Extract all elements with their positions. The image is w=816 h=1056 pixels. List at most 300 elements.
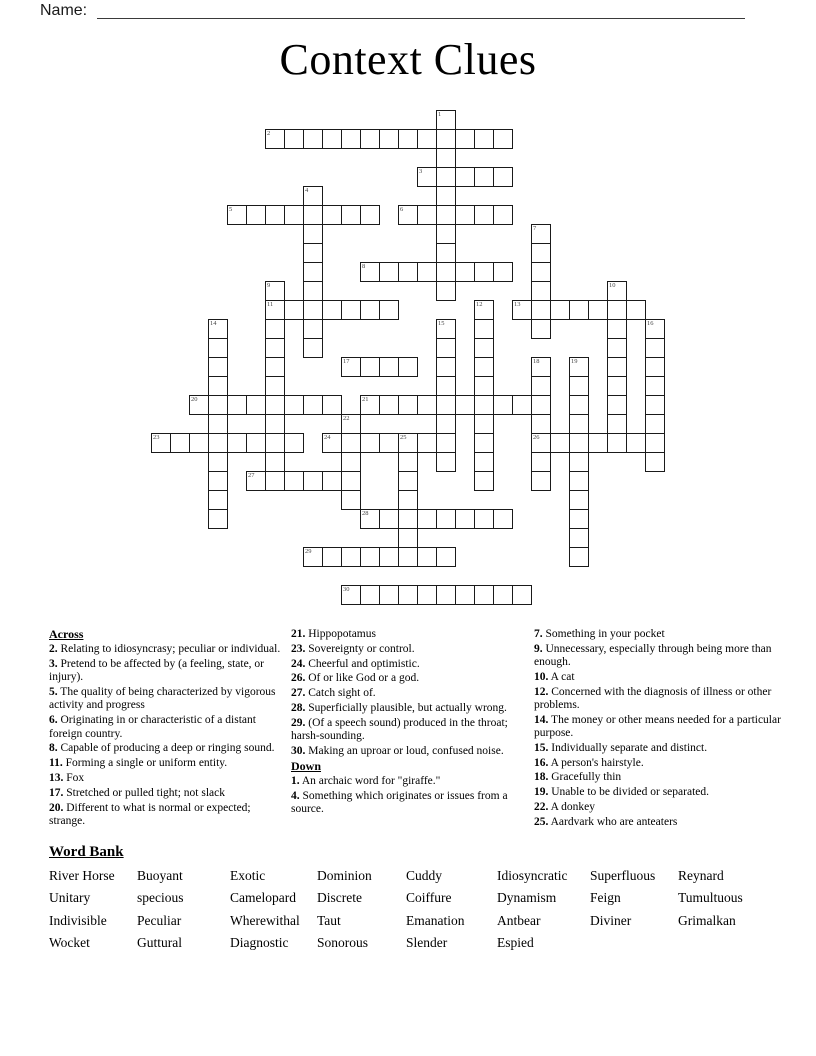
grid-cell — [284, 433, 304, 453]
clue-across-5: 5. The quality of being characterized by vigorous activity and progress — [49, 686, 276, 712]
grid-cell — [303, 262, 323, 282]
grid-cell — [265, 452, 285, 472]
clue-number: 16. — [534, 756, 549, 769]
grid-cell-number: 7 — [533, 225, 537, 232]
grid-cell — [531, 376, 551, 396]
grid-cell — [493, 509, 513, 529]
grid-cell — [398, 205, 418, 225]
word-bank-item: Feign — [590, 890, 621, 905]
grid-cell — [208, 319, 228, 339]
grid-cell — [436, 338, 456, 358]
grid-cell — [189, 433, 209, 453]
grid-cell — [360, 262, 380, 282]
grid-cell — [360, 547, 380, 567]
word-bank-item: Emanation — [406, 913, 465, 928]
word-bank-header: Word Bank — [49, 844, 124, 860]
grid-cell — [398, 471, 418, 491]
word-bank-item: Antbear — [497, 913, 541, 928]
grid-cell — [569, 357, 589, 377]
grid-cell — [436, 110, 456, 130]
grid-cell — [474, 395, 494, 415]
grid-cell — [379, 433, 399, 453]
grid-cell — [379, 129, 399, 149]
clue-number: 22. — [534, 801, 549, 814]
grid-cell — [208, 433, 228, 453]
grid-cell — [531, 452, 551, 472]
page-title: Context Clues — [279, 35, 537, 84]
grid-cell — [227, 433, 247, 453]
grid-cell — [474, 509, 494, 529]
word-bank-item: Idiosyncratic — [497, 868, 568, 883]
word-bank-item: Camelopard — [230, 890, 296, 905]
clue-down-14: 14. The money or other means needed for a particular purpose. — [534, 713, 781, 740]
grid-cell — [474, 167, 494, 187]
grid-cell — [322, 129, 342, 149]
grid-cell-number: 3 — [419, 168, 423, 175]
grid-cell — [360, 205, 380, 225]
grid-cell — [626, 433, 646, 453]
grid-cell — [417, 509, 437, 529]
grid-cell — [303, 471, 323, 491]
grid-cell — [607, 281, 627, 301]
name-blank-line — [97, 18, 745, 19]
grid-cell — [379, 585, 399, 605]
grid-cell-number: 18 — [533, 358, 540, 365]
grid-cell — [531, 243, 551, 263]
grid-cell — [436, 509, 456, 529]
grid-cell — [569, 300, 589, 320]
grid-cell — [493, 167, 513, 187]
word-bank-item: Taut — [317, 913, 341, 928]
grid-cell — [493, 585, 513, 605]
grid-cell — [265, 414, 285, 434]
grid-cell — [550, 433, 570, 453]
grid-cell — [151, 433, 171, 453]
grid-cell — [607, 414, 627, 434]
grid-cell — [645, 319, 665, 339]
grid-cell — [303, 205, 323, 225]
grid-cell-number: 10 — [609, 282, 616, 289]
grid-cell — [284, 395, 304, 415]
clue-number: 19. — [534, 786, 549, 799]
grid-cell — [208, 490, 228, 510]
grid-cell-number: 14 — [210, 320, 217, 327]
grid-cell — [322, 300, 342, 320]
grid-cell — [436, 186, 456, 206]
grid-cell-number: 8 — [362, 263, 366, 270]
grid-cell-number: 13 — [514, 301, 521, 308]
clue-number: 17. — [49, 786, 64, 799]
grid-cell — [607, 300, 627, 320]
grid-cell — [303, 338, 323, 358]
clue-across-2: 2. Relating to idiosyncrasy; peculiar or individual. — [49, 643, 281, 656]
grid-cell — [645, 452, 665, 472]
grid-cell — [208, 376, 228, 396]
clue-down-4: 4. Something which originates or issues from a source. — [291, 789, 508, 816]
word-bank-item: Buoyant — [137, 868, 183, 883]
word-bank-item: Discrete — [317, 890, 362, 905]
grid-cell — [474, 338, 494, 358]
grid-cell — [341, 129, 361, 149]
word-bank-item: Guttural — [137, 935, 182, 950]
grid-cell-number: 17 — [343, 358, 350, 365]
grid-cell-number: 25 — [400, 434, 407, 441]
clue-down-16: 16. A person's hairstyle. — [534, 756, 644, 769]
grid-cell — [265, 395, 285, 415]
grid-cell — [436, 224, 456, 244]
grid-cell — [208, 471, 228, 491]
grid-cell-number: 9 — [267, 282, 271, 289]
grid-cell — [645, 357, 665, 377]
grid-cell — [474, 205, 494, 225]
grid-cell — [436, 243, 456, 263]
grid-cell — [493, 395, 513, 415]
clue-number: 27. — [291, 687, 306, 700]
grid-cell — [436, 205, 456, 225]
grid-cell-number: 1 — [438, 111, 442, 118]
word-bank-item: Peculiar — [137, 913, 182, 928]
clue-number: 11. — [49, 757, 63, 770]
grid-cell — [360, 395, 380, 415]
clue-number: 29. — [291, 716, 306, 729]
clue-across-30: 30. Making an uproar or loud, confused noise. — [291, 744, 504, 757]
grid-cell — [398, 395, 418, 415]
clue-across-23: 23. Sovereignty or control. — [291, 642, 415, 655]
word-bank-item: Unitary — [49, 890, 91, 905]
grid-cell — [531, 300, 551, 320]
grid-cell — [208, 395, 228, 415]
clue-down-25: 25. Aardvark who are anteaters — [534, 815, 678, 828]
grid-cell — [265, 319, 285, 339]
grid-cell — [436, 585, 456, 605]
grid-cell — [417, 547, 437, 567]
grid-cell — [569, 376, 589, 396]
clue-number: 1. — [291, 774, 300, 787]
clue-number: 21. — [291, 628, 306, 640]
grid-cell — [341, 585, 361, 605]
grid-cell — [246, 471, 266, 491]
grid-cell — [531, 433, 551, 453]
name-label: Name: — [40, 2, 88, 19]
grid-cell — [493, 129, 513, 149]
grid-cell — [341, 433, 361, 453]
clue-number: 15. — [534, 741, 549, 754]
word-bank-item: Tumultuous — [678, 890, 743, 905]
grid-cell — [645, 433, 665, 453]
grid-cell — [455, 395, 475, 415]
word-bank-item: Espied — [497, 935, 534, 950]
clue-number: 12. — [534, 685, 549, 698]
grid-cell — [417, 262, 437, 282]
grid-cell — [436, 376, 456, 396]
word-bank-item: Grimalkan — [678, 913, 736, 928]
grid-cell — [379, 300, 399, 320]
grid-cell — [474, 471, 494, 491]
grid-cell — [436, 281, 456, 301]
grid-cell — [170, 433, 190, 453]
grid-cell — [208, 509, 228, 529]
grid-cell — [379, 509, 399, 529]
grid-cell-number: 2 — [267, 130, 271, 137]
clue-across-21: 21. Hippopotamus — [291, 628, 376, 640]
grid-cell — [360, 509, 380, 529]
grid-cell — [208, 357, 228, 377]
clue-column-1 — [49, 628, 287, 830]
grid-cell-number: 19 — [571, 358, 578, 365]
down-header: Down — [291, 758, 322, 773]
grid-cell — [436, 433, 456, 453]
grid-cell — [569, 528, 589, 548]
clue-down-7: 7. Something in your pocket — [534, 628, 665, 640]
grid-cell — [417, 395, 437, 415]
grid-cell — [322, 395, 342, 415]
grid-cell — [417, 205, 437, 225]
grid-cell — [455, 129, 475, 149]
grid-cell — [227, 395, 247, 415]
grid-cell — [265, 300, 285, 320]
grid-cell — [569, 452, 589, 472]
grid-cell — [265, 357, 285, 377]
grid-cell — [208, 338, 228, 358]
grid-cell — [303, 319, 323, 339]
grid-cell — [303, 300, 323, 320]
grid-cell-number: 21 — [362, 396, 369, 403]
grid-cell — [379, 357, 399, 377]
grid-cell — [569, 414, 589, 434]
grid-cell — [531, 319, 551, 339]
grid-cell — [607, 433, 627, 453]
grid-cell — [474, 376, 494, 396]
word-bank-item: Dominion — [317, 868, 372, 883]
grid-cell — [265, 205, 285, 225]
grid-cell — [265, 338, 285, 358]
clue-across-29: 29. (Of a speech sound) produced in the throat; harsh-sounding. — [291, 716, 508, 743]
grid-cell — [474, 319, 494, 339]
grid-cell — [303, 243, 323, 263]
grid-cell — [455, 167, 475, 187]
clue-number: 6. — [49, 714, 58, 727]
grid-cell — [322, 433, 342, 453]
grid-cell — [436, 262, 456, 282]
grid-cell — [303, 281, 323, 301]
grid-cell-number: 15 — [438, 320, 445, 327]
grid-cell — [379, 547, 399, 567]
grid-cell — [398, 585, 418, 605]
clue-across-13: 13. Fox — [49, 771, 85, 784]
grid-cell — [341, 205, 361, 225]
clue-down-18: 18. Gracefully thin — [534, 771, 622, 784]
grid-cell — [474, 452, 494, 472]
grid-cell — [512, 585, 532, 605]
grid-cell — [360, 585, 380, 605]
grid-cell-number: 16 — [647, 320, 654, 327]
grid-cell — [493, 262, 513, 282]
grid-cell — [360, 357, 380, 377]
grid-cell — [569, 490, 589, 510]
grid-cell-number: 27 — [248, 472, 255, 479]
clue-across-17: 17. Stretched or pulled tight; not slack — [49, 786, 225, 799]
grid-cell — [436, 395, 456, 415]
grid-cell — [341, 490, 361, 510]
clue-number: 23. — [291, 642, 306, 655]
grid-cell — [474, 585, 494, 605]
grid-cell — [284, 300, 304, 320]
grid-cell — [189, 395, 209, 415]
clue-number: 30. — [291, 744, 306, 757]
grid-cell — [208, 452, 228, 472]
grid-cell — [531, 395, 551, 415]
grid-cell — [607, 376, 627, 396]
clue-across-8: 8. Capable of producing a deep or ringing sound. — [49, 742, 275, 755]
clue-number: 3. — [49, 658, 58, 671]
grid-cell — [512, 300, 532, 320]
grid-cell — [398, 547, 418, 567]
grid-cell — [398, 490, 418, 510]
clue-across-24: 24. Cheerful and optimistic. — [291, 657, 420, 670]
grid-cell — [626, 300, 646, 320]
grid-cell — [645, 338, 665, 358]
grid-cell — [436, 452, 456, 472]
grid-cell — [341, 452, 361, 472]
grid-cell — [474, 414, 494, 434]
clue-across-26: 26. Of or like God or a god. — [291, 672, 420, 685]
word-bank-item: Cuddy — [406, 868, 443, 883]
grid-cell — [360, 129, 380, 149]
grid-cell — [607, 338, 627, 358]
grid-cell — [322, 205, 342, 225]
word-bank-item: River Horse — [49, 868, 115, 883]
grid-cell — [417, 585, 437, 605]
grid-cell — [588, 300, 608, 320]
grid-cell — [607, 357, 627, 377]
clue-across-20: 20. Different to what is normal or expected; strange. — [49, 801, 251, 827]
clue-down-12: 12. Concerned with the diagnosis of illness or other problems. — [534, 685, 772, 711]
grid-cell-number: 26 — [533, 434, 540, 441]
clue-column-2 — [291, 628, 519, 818]
clue-number: 25. — [534, 815, 549, 828]
grid-cell — [284, 205, 304, 225]
grid-cell — [455, 205, 475, 225]
grid-cell-number: 29 — [305, 548, 312, 555]
grid-cell-number: 5 — [229, 206, 233, 213]
word-bank-item: Wocket — [49, 935, 90, 950]
grid-cell — [398, 528, 418, 548]
clue-across-11: 11. Forming a single or uniform entity. — [49, 757, 228, 770]
grid-cell — [398, 129, 418, 149]
grid-cell — [436, 319, 456, 339]
grid-cell — [379, 262, 399, 282]
grid-cell-number: 12 — [476, 301, 483, 308]
grid-cell — [360, 433, 380, 453]
grid-cell — [417, 433, 437, 453]
grid-cell — [303, 129, 323, 149]
grid-cell — [265, 433, 285, 453]
clue-number: 9. — [534, 642, 543, 655]
grid-cell — [341, 471, 361, 491]
grid-cell-number: 23 — [153, 434, 160, 441]
word-bank-item: Indivisible — [49, 913, 107, 928]
clue-down-15: 15. Individually separate and distinct. — [534, 741, 708, 754]
grid-cell — [531, 262, 551, 282]
grid-cell — [303, 547, 323, 567]
grid-cell — [531, 357, 551, 377]
grid-cell — [474, 262, 494, 282]
grid-cell — [645, 395, 665, 415]
grid-cell — [417, 167, 437, 187]
grid-cell — [531, 281, 551, 301]
grid-cell — [474, 129, 494, 149]
grid-cell — [455, 585, 475, 605]
clue-number: 13. — [49, 771, 64, 784]
grid-cell — [436, 129, 456, 149]
word-bank-item: Reynard — [678, 868, 724, 883]
grid-cell — [246, 205, 266, 225]
grid-cell — [265, 129, 285, 149]
grid-cell-number: 6 — [400, 206, 404, 213]
grid-cell — [398, 262, 418, 282]
grid-cell — [474, 433, 494, 453]
grid-cell — [341, 547, 361, 567]
clue-down-9: 9. Unnecessary, especially through being more than enough. — [534, 642, 772, 669]
clue-across-27: 27. Catch sight of. — [291, 687, 376, 700]
grid-cell — [227, 205, 247, 225]
grid-cell — [265, 471, 285, 491]
clue-down-19: 19. Unable to be divided or separated. — [534, 786, 709, 799]
grid-cell-number: 24 — [324, 434, 331, 441]
grid-cell — [455, 509, 475, 529]
grid-cell — [341, 414, 361, 434]
grid-cell-number: 22 — [343, 415, 350, 422]
grid-cell — [531, 414, 551, 434]
clue-across-6: 6. Originating in or characteristic of a distant foreign country. — [49, 714, 256, 740]
grid-cell-number: 28 — [362, 510, 369, 517]
grid-cell — [246, 395, 266, 415]
grid-cell — [208, 414, 228, 434]
grid-cell — [436, 148, 456, 168]
clue-number: 2. — [49, 643, 58, 656]
clue-number: 8. — [49, 742, 58, 755]
grid-cell — [607, 395, 627, 415]
grid-cell — [569, 547, 589, 567]
grid-cell — [322, 547, 342, 567]
word-bank-item: Wherewithal — [230, 913, 300, 928]
grid-cell — [398, 509, 418, 529]
grid-cell — [569, 395, 589, 415]
word-bank-item: specious — [137, 890, 184, 905]
grid-cell — [474, 357, 494, 377]
grid-cell — [569, 471, 589, 491]
grid-cell — [322, 471, 342, 491]
word-bank-item: Sonorous — [317, 935, 369, 950]
grid-cell-number: 11 — [267, 301, 274, 308]
grid-cell — [436, 357, 456, 377]
grid-cell — [341, 357, 361, 377]
grid-cell — [569, 509, 589, 529]
grid-cell — [246, 433, 266, 453]
grid-cell — [436, 414, 456, 434]
word-bank-item: Dynamism — [497, 890, 557, 905]
clue-number: 4. — [291, 789, 300, 802]
clue-number: 10. — [534, 670, 549, 683]
clue-number: 18. — [534, 771, 549, 784]
grid-cell — [265, 376, 285, 396]
grid-cell — [284, 471, 304, 491]
grid-cell — [398, 433, 418, 453]
grid-cell — [436, 547, 456, 567]
grid-cell — [303, 224, 323, 244]
grid-cell-number: 20 — [191, 396, 198, 403]
clue-number: 5. — [49, 686, 58, 699]
